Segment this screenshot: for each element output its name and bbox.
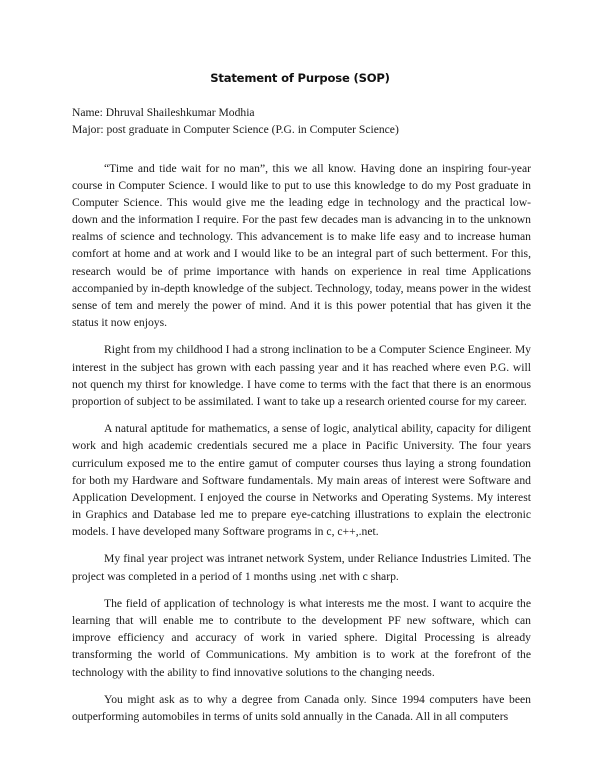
applicant-name-line: Name: Dhruval Shaileshkumar Modhia xyxy=(72,106,255,119)
paragraph-intro: “Time and tide wait for no man”, this we all know. Having done an inspiring four-year course in Computer Science. I would like to put to use this knowledge to do my Post graduate in Computer Science. This would give me the leading edge in technology and the practical low-down and the information I require. For the past few decades man is advancing in to the unknown realms of science and technology. This advancement is to make life easy and to increase human comfort at home and at work and I would like to be an integral part of such betterment. For this, research would be of prime importance with hands on experience in real time Applications accompanied by in-depth knowledge of the subject. Technology, today, means power in the widest sense of tem and merely the power of mind. And it is this power potential that has given it the status it now enjoys. xyxy=(72,162,531,329)
document-body xyxy=(72,160,531,736)
paragraph-aptitude: A natural aptitude for mathematics, a sense of logic, analytical ability, capacity for diligent work and high academic credentials secured me a place in Pacific University. The four years curriculum exposed me to the entire gamut of computer courses thus laying a strong foundation for both my Hardware and Software fundamentals. My main areas of interest were Software and Application Development. I enjoyed the course in Networks and Operating Systems. My interest in Graphics and Database led me to prepare eye-catching illustrations to explain the electronic models. I have developed many Software programs in c, c++,.net. xyxy=(72,422,531,538)
paragraph-canada: You might ask as to why a degree from Canada only. Since 1994 computers have been outperforming automobiles in terms of units sold annually in the Canada. All in all computers xyxy=(72,693,531,724)
paragraph-project: My final year project was intranet network System, under Reliance Industries Limited. The project was completed in a period of 1 months using .net with c sharp. xyxy=(72,552,531,583)
paragraph-field: The field of application of technology is what interests me the most. I want to acquire the learning that will enable me to contribute to the development PF new software, which can improve efficiency and accuracy of work in varied sphere. Digital Processing is already transforming the world of Communications. My ambition is to work at the forefront of the technology with the ability to find innovative solutions to the changing needs. xyxy=(72,597,531,679)
document-title: Statement of Purpose (SOP) xyxy=(210,71,390,85)
major-line: Major: post graduate in Computer Science (P.G. in Computer Science) xyxy=(72,123,399,136)
paragraph-childhood: Right from my childhood I had a strong inclination to be a Computer Science Engineer. My interest in the subject has grown with each passing year and it has reached where even P.G. will not quench my thirst for knowledge. I have come to terms with the fact that there is an enormous proportion of subject to be assimilated. I want to take up a research oriented course for my career. xyxy=(72,343,531,408)
